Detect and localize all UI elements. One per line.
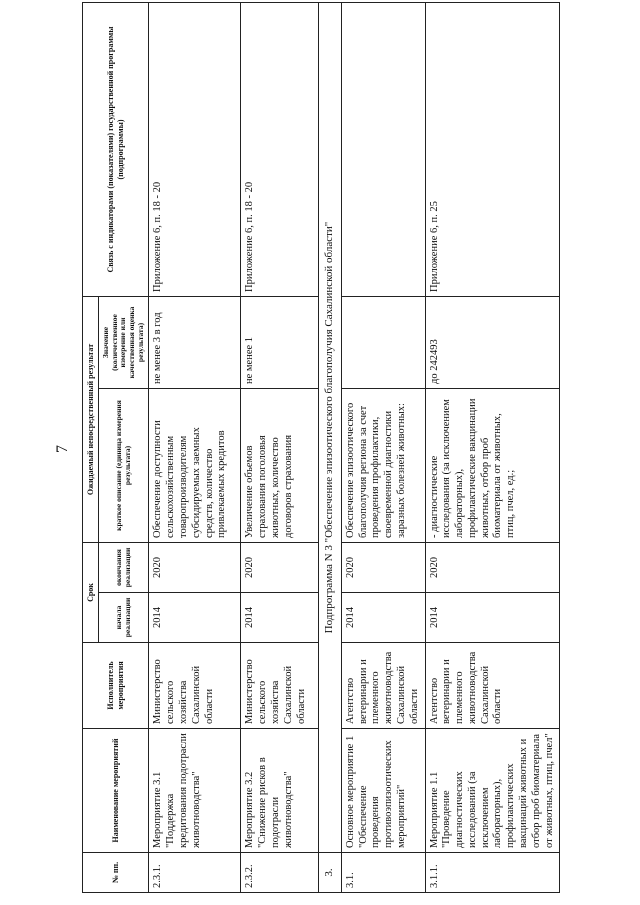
cell-end: 2020 <box>341 543 425 593</box>
header-result-value: Значение (количественное измерение или качественная оценка результата) <box>99 297 149 389</box>
header-num: № пп. <box>83 853 149 893</box>
cell-link <box>341 3 425 297</box>
cell-num: 3.1.1. <box>425 853 560 893</box>
cell-desc: - диагностические исследования (за исключением лабораторных), профилактические вакцинации животных, отбор проб биоматериала от животных, птиц, пчел, ед.; <box>425 389 560 543</box>
table-row <box>341 3 425 893</box>
header-row <box>83 3 99 893</box>
cell-executor: Агентство ветеринарии и племенного животноводства Сахалинской области <box>425 643 560 729</box>
cell-end: 2020 <box>149 543 241 593</box>
section-num: 3. <box>319 853 341 893</box>
section-row <box>319 3 341 893</box>
header-result: Ожидаемый непосредственный результат <box>83 297 99 543</box>
header-term: Срок <box>83 543 99 643</box>
cell-desc: Увеличение объемов страхования поголовья животных, количество договоров страхования <box>241 389 319 543</box>
cell-link: Приложение 6, п. 18 - 20 <box>241 3 319 297</box>
cell-value: не менее 3 в год <box>149 297 241 389</box>
cell-end: 2020 <box>241 543 319 593</box>
section-title: Подпрограмма N 3 "Обеспечение эпизоотического благополучия Сахалинской области" <box>319 3 341 853</box>
cell-value <box>341 297 425 389</box>
cell-value: не менее 1 <box>241 297 319 389</box>
table-row <box>425 3 560 893</box>
header-term-start: начала реализации <box>99 593 149 643</box>
header-link: Связь с индикаторами (показателями) государственной программы (подпрограммы) <box>83 3 149 297</box>
table-row <box>149 3 241 893</box>
cell-link: Приложение 6, п. 18 - 20 <box>149 3 241 297</box>
cell-name: Основное мероприятие 1 "Обеспечение проведения противоэпизоотических мероприятий" <box>341 729 425 853</box>
cell-name: Мероприятие 3.1 "Поддержка кредитования подотрасли животноводства" <box>149 729 241 853</box>
cell-executor: Министерство сельского хозяйства Сахалинской области <box>241 643 319 729</box>
program-table <box>82 2 560 893</box>
header-result-short: краткое описание (единица измерения результата) <box>99 389 149 543</box>
cell-name: Мероприятие 1.1 "Проведение диагностических исследований (за исключением лабораторных), профилактических вакцинаций животных и отбор проб биоматериала от животных, птиц, пчел" <box>425 729 560 853</box>
header-name: Наименование мероприятий <box>83 729 149 853</box>
cell-start: 2014 <box>149 593 241 643</box>
cell-start: 2014 <box>341 593 425 643</box>
cell-executor: Министерство сельского хозяйства Сахалинской области <box>149 643 241 729</box>
cell-desc: Обеспечение доступности сельскохозяйственным товаропроизводителям субсидируемых заемных средств, количество привлекаемых кредитов <box>149 389 241 543</box>
header-term-end: окончания реализации <box>99 543 149 593</box>
cell-num: 3.1. <box>341 853 425 893</box>
cell-num: 2.3.2. <box>241 853 319 893</box>
cell-start: 2014 <box>425 593 560 643</box>
cell-name: Мероприятие 3.2 "Снижение рисков в подотрасли животноводства" <box>241 729 319 853</box>
cell-num: 2.3.1. <box>149 853 241 893</box>
header-executor: Исполнитель мероприятия <box>83 643 149 729</box>
cell-start: 2014 <box>241 593 319 643</box>
table-row <box>241 3 319 893</box>
page-number: 7 <box>54 445 71 453</box>
cell-executor: Агентство ветеринарии и племенного животноводства Сахалинской области <box>341 643 425 729</box>
cell-link: Приложение 6, п. 25 <box>425 3 560 297</box>
cell-end: 2020 <box>425 543 560 593</box>
cell-value: до 242493 <box>425 297 560 389</box>
cell-desc: Обеспечение эпизоотического благополучия региона за счет проведения профилактики, своевременной диагностики заразных болезней животных: <box>341 389 425 543</box>
